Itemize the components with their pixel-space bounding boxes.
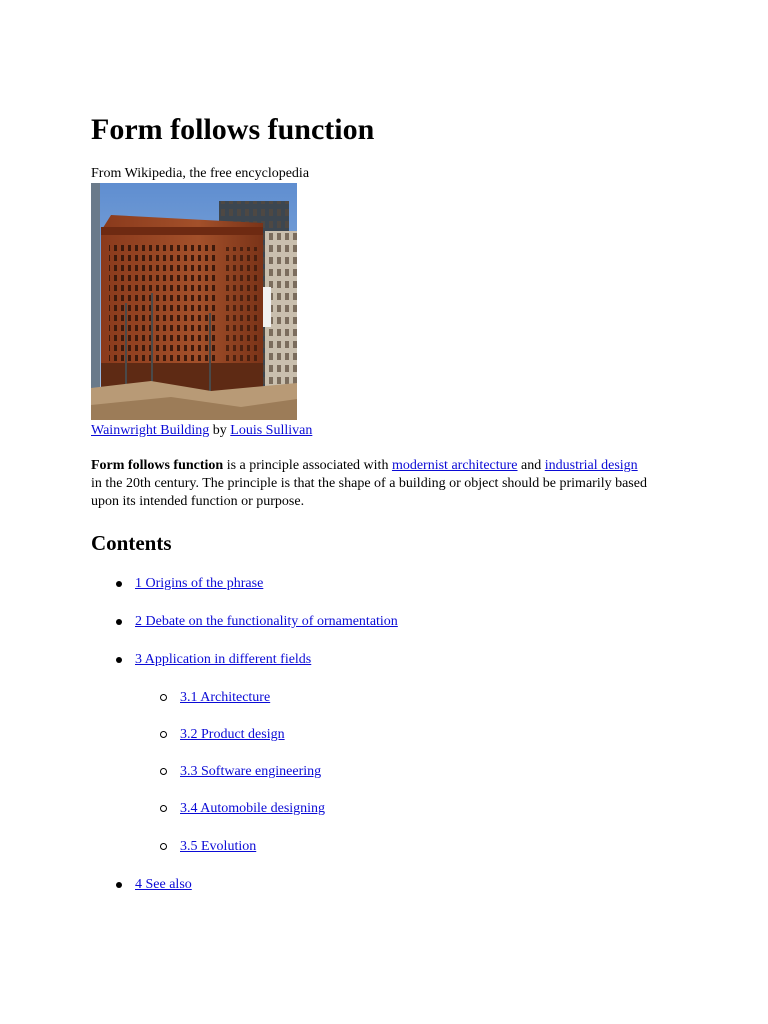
toc-item-evolution[interactable]: 3.5 Evolution: [180, 839, 257, 854]
circle-bullet-icon: [160, 768, 167, 775]
bullet-icon: [116, 619, 122, 625]
toc-item-software-engineering[interactable]: 3.3 Software engineering: [180, 764, 322, 779]
toc-item-application[interactable]: 3 Application in different fields: [135, 652, 312, 667]
page-title: Form follows function: [91, 113, 375, 146]
intro-text-3: in the 20th century. The principle is that the shape of a building or object should be primarily based upon its intended function or purpose.: [91, 476, 647, 509]
article-image[interactable]: [91, 183, 297, 420]
wainwright-building-link[interactable]: Wainwright Building: [91, 423, 210, 438]
caption-joiner: by: [209, 423, 231, 438]
image-caption: [91, 422, 312, 440]
toc-item-architecture[interactable]: 3.1 Architecture: [180, 690, 271, 705]
intro-term: Form follows function: [91, 458, 224, 473]
intro-text-1: is a principle associated with: [223, 458, 392, 473]
bullet-icon: [116, 657, 122, 663]
louis-sullivan-link[interactable]: Louis Sullivan: [230, 423, 313, 438]
circle-bullet-icon: [160, 805, 167, 812]
toc-item-automobile-designing[interactable]: 3.4 Automobile designing: [180, 801, 326, 816]
toc-item-origins[interactable]: 1 Origins of the phrase: [135, 576, 264, 591]
bullet-icon: [116, 581, 122, 587]
toc-item-see-also[interactable]: 4 See also: [135, 877, 192, 892]
contents-heading: Contents: [91, 531, 172, 555]
intro-paragraph: [91, 457, 651, 511]
bullet-icon: [116, 882, 122, 888]
toc-item-product-design[interactable]: 3.2 Product design: [180, 727, 285, 742]
toc-item-debate[interactable]: 2 Debate on the functionality of ornamentation: [135, 614, 398, 629]
circle-bullet-icon: [160, 731, 167, 738]
modernist-architecture-link[interactable]: modernist architecture: [391, 458, 518, 473]
tagline: From Wikipedia, the free encyclopedia: [91, 166, 310, 181]
circle-bullet-icon: [160, 843, 167, 850]
wainwright-building-photo: [91, 183, 297, 420]
industrial-design-link[interactable]: industrial design: [544, 458, 638, 473]
circle-bullet-icon: [160, 694, 167, 701]
intro-text-2: and: [517, 458, 545, 473]
